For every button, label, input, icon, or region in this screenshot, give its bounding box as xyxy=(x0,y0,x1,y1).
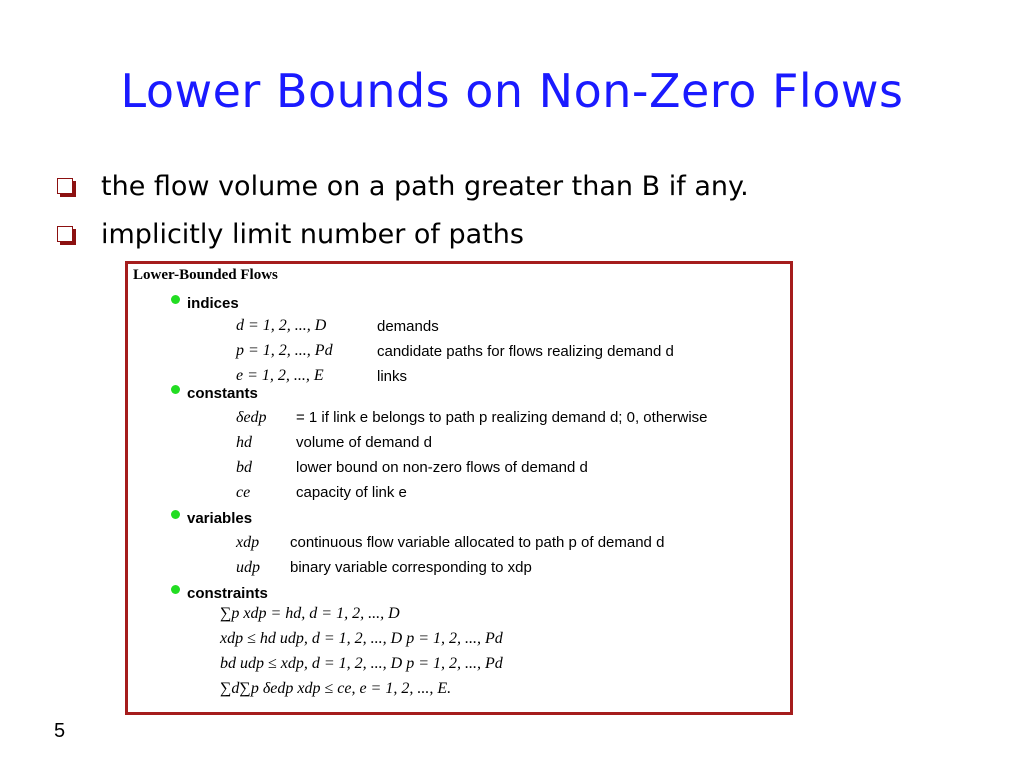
section-label-constants: constants xyxy=(187,385,258,402)
slide-title: Lower Bounds on Non-Zero Flows xyxy=(120,64,904,118)
constant-symbol: δedp xyxy=(236,409,267,426)
constant-description: lower bound on non-zero flows of demand d xyxy=(296,459,588,476)
constant-description: volume of demand d xyxy=(296,434,432,451)
section-label-indices: indices xyxy=(187,295,239,312)
formulation-panel xyxy=(125,261,793,715)
green-bullet-icon xyxy=(171,295,180,304)
constant-symbol: bd xyxy=(236,459,252,476)
green-bullet-icon xyxy=(171,510,180,519)
panel-title: Lower-Bounded Flows xyxy=(133,267,278,283)
index-symbol: d = 1, 2, ..., D xyxy=(236,317,327,334)
bullet-list xyxy=(55,162,749,258)
constraint-formula: bd udp ≤ xdp, d = 1, 2, ..., D p = 1, 2, ..., Pd xyxy=(220,655,503,672)
constraint-formula: ∑p xdp = hd, d = 1, 2, ..., D xyxy=(220,605,400,622)
variable-description: binary variable corresponding to xdp xyxy=(290,559,532,576)
constant-symbol: hd xyxy=(236,434,252,451)
constraint-formula: xdp ≤ hd udp, d = 1, 2, ..., D p = 1, 2, ..., Pd xyxy=(220,630,503,647)
constant-description: = 1 if link e belongs to path p realizing demand d; 0, otherwise xyxy=(296,409,708,426)
section-label-variables: variables xyxy=(187,510,253,527)
constraint-formula: ∑d∑p δedp xdp ≤ ce, e = 1, 2, ..., E. xyxy=(220,680,452,697)
variable-symbol: udp xyxy=(236,559,260,576)
checkbox-bullet-icon xyxy=(57,178,73,194)
constant-symbol: ce xyxy=(236,484,251,501)
green-bullet-icon xyxy=(171,385,180,394)
slide-number: 5 xyxy=(54,720,66,742)
index-description: demands xyxy=(377,318,439,335)
index-description: links xyxy=(377,368,408,385)
index-symbol: e = 1, 2, ..., E xyxy=(236,367,324,384)
index-description: candidate paths for flows realizing demand d xyxy=(377,343,674,360)
index-symbol: p = 1, 2, ..., Pd xyxy=(236,342,333,359)
variable-symbol: xdp xyxy=(236,534,260,551)
variable-description: continuous flow variable allocated to path p of demand d xyxy=(290,534,665,551)
bullet-text: the flow volume on a path greater than B if any. xyxy=(101,170,749,202)
section-label-constraints: constraints xyxy=(187,585,268,602)
green-bullet-icon xyxy=(171,585,180,594)
checkbox-bullet-icon xyxy=(57,226,73,242)
bullet-item xyxy=(55,210,749,258)
bullet-item xyxy=(55,162,749,210)
constant-description: capacity of link e xyxy=(296,484,407,501)
bullet-text: implicitly limit number of paths xyxy=(101,218,524,250)
